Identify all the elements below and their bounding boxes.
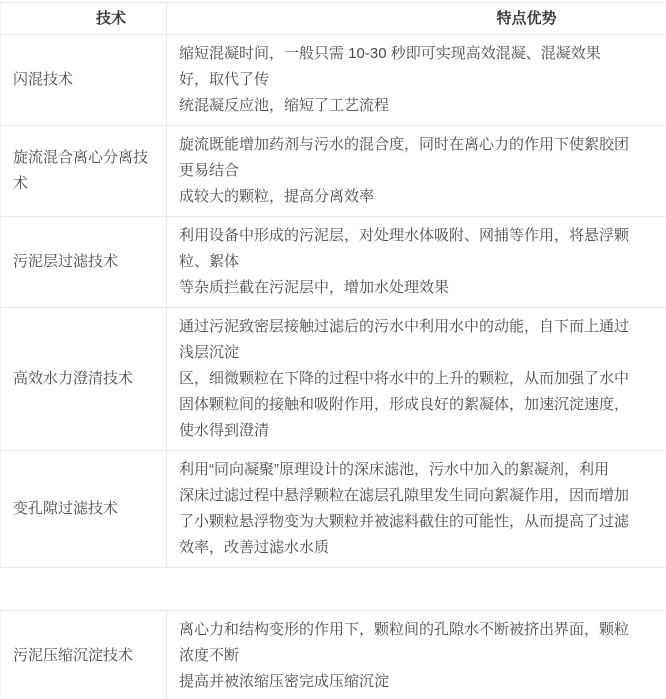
feature-cell <box>167 217 666 307</box>
feature-line: 区，细微颗粒在下降的过程中将水中的上升的颗粒，从而加强了水中 <box>179 370 630 387</box>
feature-cell <box>167 35 666 125</box>
tech-name-cell: 污泥压缩沉淀技术 <box>1 611 167 699</box>
feature-line: 浓度不断 <box>179 647 240 664</box>
table-body-upper <box>1 35 666 568</box>
tech-name-cell: 闪混技术 <box>1 35 167 125</box>
feature-line: 深床过滤过程中悬浮颗粒在滤层孔隙里发生同向絮凝作用，因而增加 <box>179 487 630 504</box>
table-row <box>1 308 666 451</box>
column-header-tech: 技术 <box>1 3 167 34</box>
tech-name-cell: 污泥层过滤技术 <box>1 217 167 307</box>
feature-line: 提高并被浓缩压密完成压缩沉淀 <box>179 673 390 690</box>
tech-name-cell: 高效水力澄清技术 <box>1 308 167 450</box>
feature-cell <box>167 611 666 699</box>
feature-line: 利用设备中形成的污泥层，对处理水体吸附、网捕等作用，将悬浮颗 <box>179 227 630 244</box>
table-row <box>1 451 666 568</box>
tech-table-upper <box>0 2 666 568</box>
feature-line: 利用“同向凝聚”原理设计的深床滤池，污水中加入的絮凝剂，利用 <box>179 461 609 478</box>
feature-line: 好，取代了传 <box>179 71 270 88</box>
feature-line: 离心力和结构变形的作用下，颗粒间的孔隙水不断被挤出界面，颗粒 <box>179 621 630 638</box>
feature-cell <box>167 126 666 216</box>
tech-name-cell: 变孔隙过滤技术 <box>1 451 167 567</box>
column-header-features: 特点优势 <box>496 9 557 27</box>
tech-name-cell: 旋流混合离心分离技术 <box>1 126 167 216</box>
table-header-row <box>1 3 666 35</box>
table-row <box>1 611 666 699</box>
table-row <box>1 35 666 126</box>
table-body-lower <box>1 611 666 699</box>
feature-line: 效率，改善过滤水水质 <box>179 539 330 556</box>
feature-line: 通过污泥致密层接触过滤后的污水中利用水中的动能，自下而上通过 <box>179 318 630 335</box>
table-row <box>1 126 666 217</box>
feature-line: 粒、絮体 <box>179 253 240 270</box>
feature-line: 浅层沉淀 <box>179 344 240 361</box>
feature-line: 使水得到澄清 <box>179 422 270 439</box>
feature-line: 固体颗粒间的接触和吸附作用，形成良好的絮凝体，加速沉淀速度， <box>179 396 630 413</box>
table-row <box>1 217 666 308</box>
feature-cell <box>167 308 666 450</box>
feature-line: 等杂质拦截在污泥层中，增加水处理效果 <box>179 279 450 296</box>
tech-table-lower <box>0 610 666 699</box>
feature-line: 了小颗粒悬浮物变为大颗粒并被滤料截住的可能性，从而提高了过滤 <box>179 513 630 530</box>
feature-line: 统混凝反应池，缩短了工艺流程 <box>179 97 390 114</box>
feature-line: 旋流既能增加药剂与污水的混合度，同时在离心力的作用下使絮胶团 <box>179 136 630 153</box>
table-section-gap <box>0 568 666 610</box>
feature-cell <box>167 451 666 567</box>
feature-line: 更易结合 <box>179 162 240 179</box>
feature-line: 成较大的颗粒，提高分离效率 <box>179 188 375 205</box>
feature-line: 缩短混凝时间，一般只需 10-30 秒即可实现高效混凝、混凝效果 <box>179 45 601 62</box>
